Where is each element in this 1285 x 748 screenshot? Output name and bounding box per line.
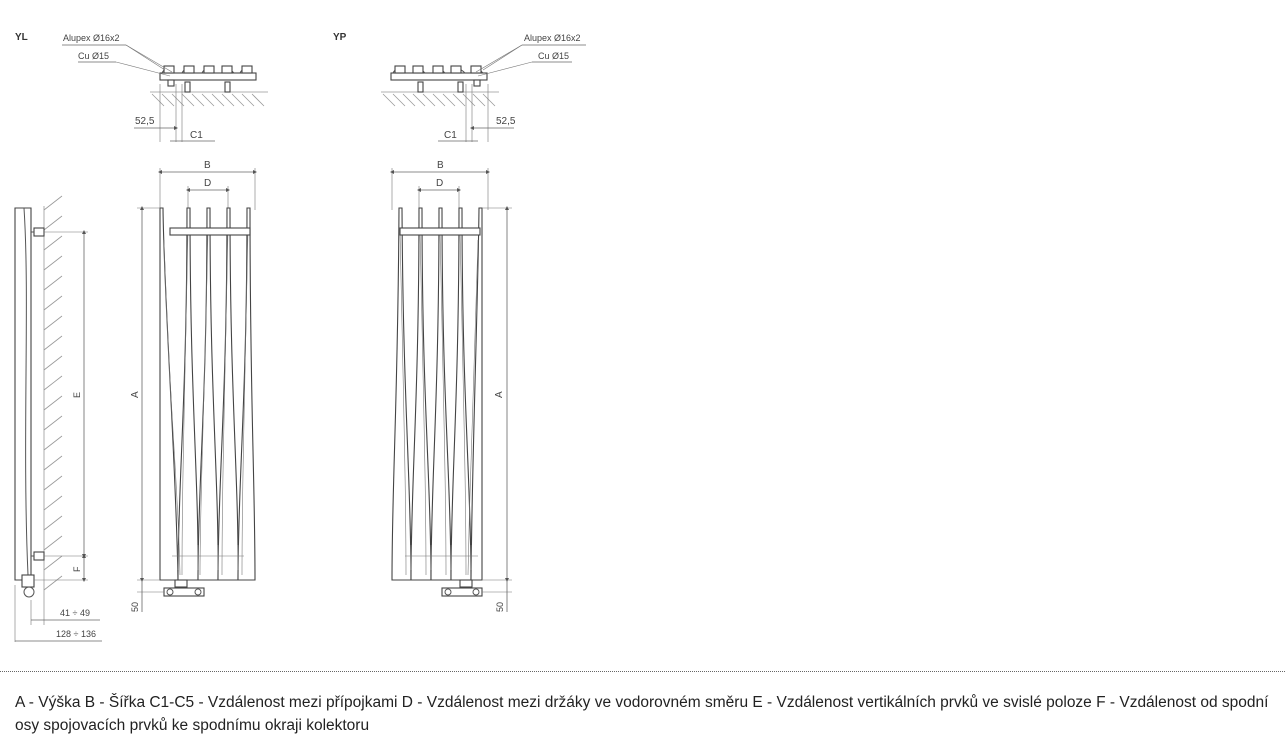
depth-wall-label: 41 ÷ 49 — [60, 608, 90, 618]
side-f-label: F — [72, 566, 82, 572]
yp-radiator-elements — [392, 208, 482, 580]
yl-b-label: B — [204, 160, 211, 171]
side-view — [15, 196, 102, 642]
yp-b-label: B — [437, 160, 444, 171]
yl-pipe-cu-label: Cu Ø15 — [78, 51, 110, 61]
yl-offset-label: 52,5 — [135, 116, 155, 127]
yp-pipe-cu-label: Cu Ø15 — [538, 51, 570, 61]
variant-yp-title: YP — [333, 32, 347, 43]
dimension-legend: A - Výška B - Šířka C1-C5 - Vzdálenost mezi přípojkami D - Vzdálenost mezi držáky ve vodorovném směru E - Vzdálenost vertikálních prvků ve svislé poloze F - Vzdálenost od spodní osy spojovacích prvků ke spodnímu okraji kolektoru — [15, 694, 1269, 734]
yp-front-view — [392, 160, 512, 612]
depth-total-label: 128 ÷ 136 — [56, 629, 96, 639]
yp-offset-label: 52,5 — [496, 116, 516, 127]
yl-a-label: A — [130, 391, 141, 398]
yl-d-label: D — [204, 178, 212, 189]
yp-c1-label: C1 — [444, 130, 457, 141]
yl-radiator-elements — [160, 208, 255, 580]
yp-top-tubes — [391, 66, 487, 92]
yl-front-view — [130, 160, 255, 612]
yl-50-label: 50 — [130, 601, 140, 612]
yp-d-label: D — [436, 178, 444, 189]
side-wall-hatch — [44, 196, 62, 600]
yp-top-wall-hatch — [381, 92, 499, 106]
yp-pipe-alupex-label: Alupex Ø16x2 — [524, 33, 581, 43]
yp-50-label: 50 — [495, 601, 505, 612]
yl-c1-label: C1 — [190, 130, 203, 141]
side-e-label: E — [72, 391, 82, 398]
yl-top-tubes — [160, 66, 256, 92]
yp-top-view — [381, 33, 586, 142]
yl-top-view — [62, 33, 268, 142]
yp-a-label: A — [494, 391, 505, 398]
legend-separator — [0, 671, 1285, 672]
variant-yl-title: YL — [15, 32, 28, 43]
yl-top-wall-hatch — [150, 92, 268, 106]
yl-pipe-alupex-label: Alupex Ø16x2 — [63, 33, 120, 43]
